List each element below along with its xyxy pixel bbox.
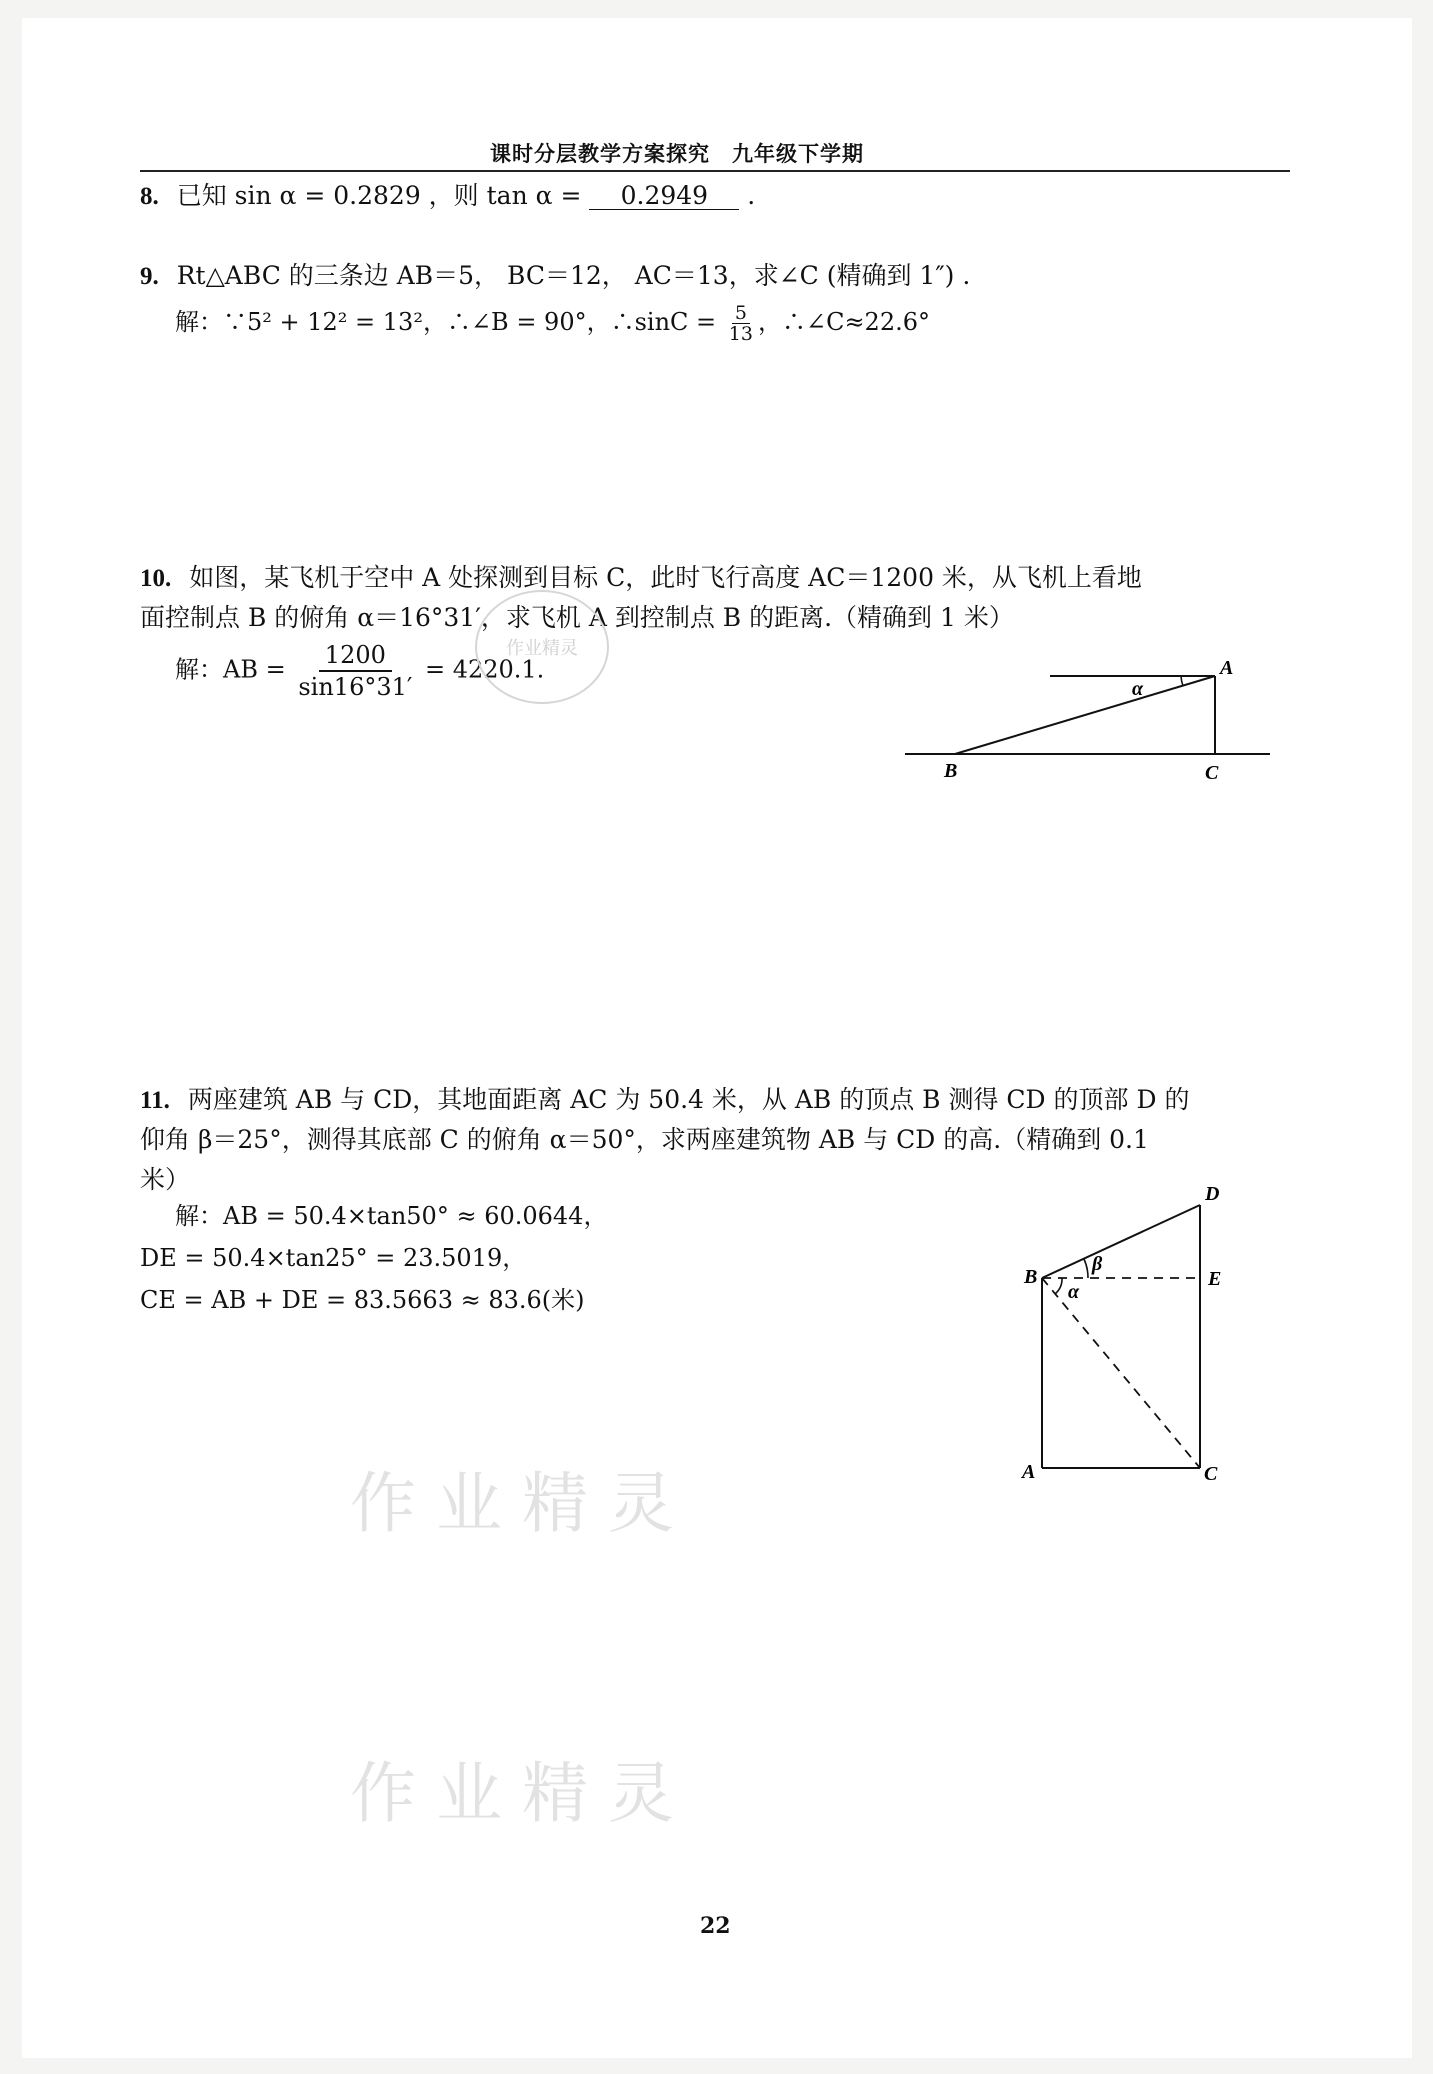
label-a: A (1220, 657, 1234, 679)
numerator: 1200 (319, 640, 392, 672)
dashed-bc (1042, 1278, 1200, 1468)
sight-line-bd (1042, 1205, 1200, 1278)
header-rule (140, 170, 1290, 172)
label-c: C (1205, 762, 1219, 784)
angle-arc (1181, 676, 1183, 686)
question-number: 8. (140, 183, 159, 210)
label-beta: β (1092, 1253, 1103, 1275)
solution-text: 解：∵5² + 12² = 13²，∴∠B = 90°，∴sinC = (175, 308, 724, 336)
denominator: 13 (728, 323, 753, 345)
question-number: 10. (140, 565, 172, 592)
question-text: 如图，某飞机于空中 A 处探测到目标 C，此时飞行高度 AC＝1200 米，从飞机上看地 (189, 563, 1142, 592)
question-text: 两座建筑 AB 与 CD，其地面距离 AC 为 50.4 米，从 AB 的顶点 B 测得 CD 的顶部 D 的 (187, 1085, 1190, 1114)
question-text: Rt△ABC 的三条边 AB＝5， BC＝12， AC＝13，求∠C (精确到 1″) . (176, 261, 971, 290)
page-header: 课时分层教学方案探究 九年级下学期 (490, 142, 864, 166)
fraction (295, 640, 415, 702)
watermark-text: 作业精灵 (350, 1465, 694, 1542)
q11-solution-3: CE = AB + DE = 83.5663 ≈ 83.6(米) (140, 1286, 585, 1314)
label-c: C (1204, 1463, 1218, 1485)
q9-solution (175, 302, 930, 344)
q11-figure (1000, 1170, 1260, 1490)
denominator: sin16°31′ (298, 673, 413, 701)
solution-text: 解：AB = (175, 655, 294, 684)
q11-solution-2: DE = 50.4×tan25° = 23.5019， (140, 1244, 527, 1272)
watermark-text: 作业精灵 (350, 1755, 694, 1832)
angle-beta-arc (1084, 1259, 1088, 1278)
label-b: B (1024, 1266, 1038, 1288)
question-11 (140, 1080, 1190, 1121)
question-text-end: . (747, 181, 756, 210)
question-11-line2: 仰角 β＝25°，测得其底部 C 的俯角 α＝50°，求两座建筑物 AB 与 CD 的高.（精确到 0.1 (140, 1125, 1149, 1154)
solution-text: = 4220.1. (417, 655, 545, 684)
label-alpha: α (1132, 678, 1144, 700)
label-e: E (1208, 1268, 1222, 1290)
label-a: A (1022, 1461, 1036, 1483)
question-11-line3: 米） (140, 1165, 191, 1194)
label-d: D (1205, 1183, 1220, 1205)
angle-alpha-arc (1055, 1278, 1062, 1294)
question-number: 11. (140, 1087, 170, 1114)
question-text: 已知 sin α = 0.2829 ，则 tan α = (176, 181, 590, 210)
answer-blank: 0.2949 (589, 183, 739, 210)
page-number: 22 (700, 1913, 731, 1939)
question-8 (140, 176, 755, 217)
q11-solution-1: 解：AB = 50.4×tan50° ≈ 60.0644， (175, 1202, 608, 1230)
solution-text: ，∴∠C≈22.6° (757, 308, 930, 336)
watermark-stamp: 作业精灵 (475, 590, 609, 704)
label-alpha: α (1068, 1281, 1080, 1303)
q10-figure (900, 650, 1280, 790)
numerator: 5 (732, 303, 750, 324)
question-10 (140, 558, 1142, 599)
fraction (726, 303, 756, 344)
label-b: B (944, 760, 958, 782)
question-number: 9. (140, 263, 159, 290)
sight-line (955, 676, 1215, 754)
question-10-line2: 面控制点 B 的俯角 α＝16°31′，求飞机 A 到控制点 B 的距离.（精确到 1 米） (140, 603, 1014, 632)
question-9 (140, 256, 970, 297)
